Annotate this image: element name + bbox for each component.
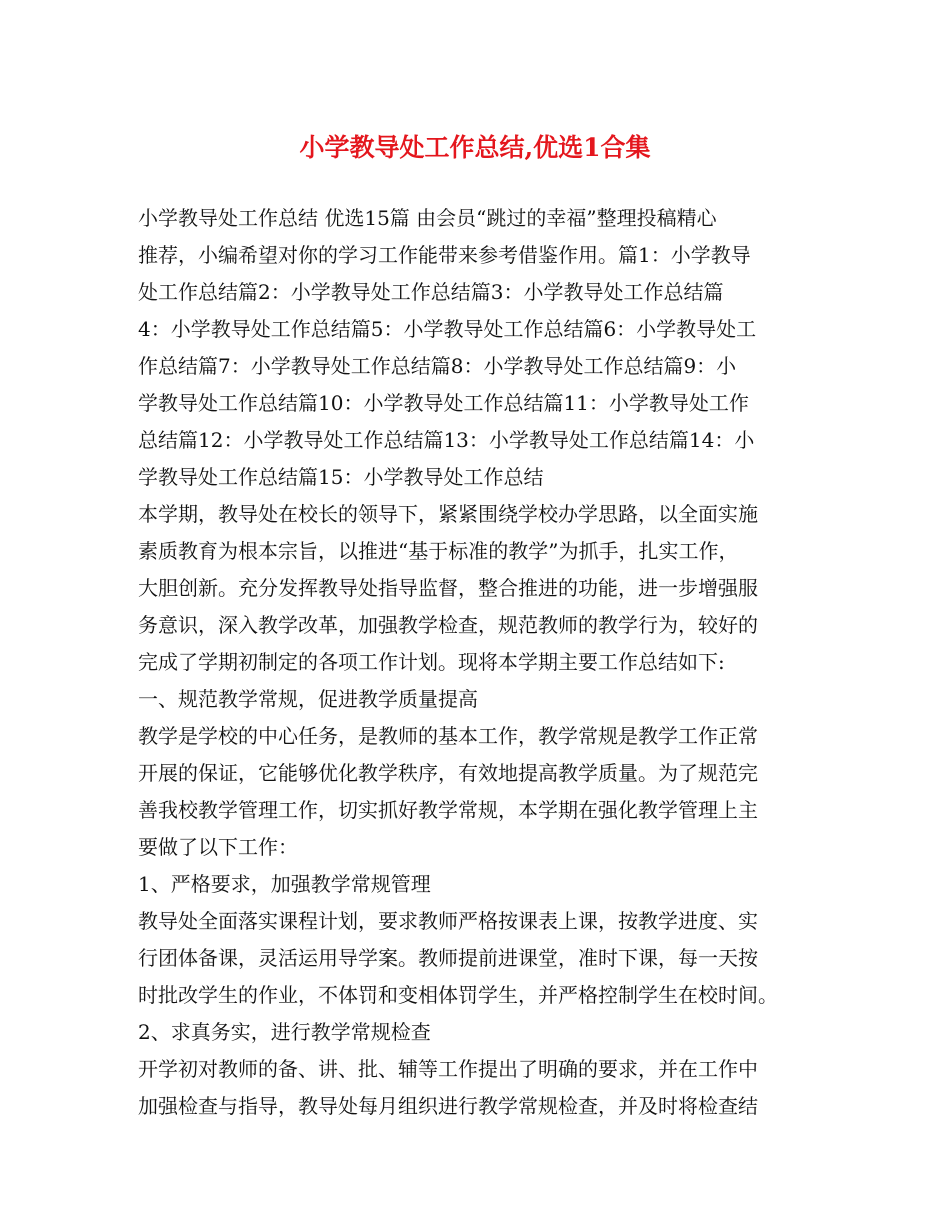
text-line: 开学初对教师的备、讲、批、辅等工作提出了明确的要求，并在工作中 — [138, 1057, 758, 1081]
paragraph — [138, 1051, 818, 1125]
text-line: 2、求真务实，进行教学常规检查 — [138, 1020, 431, 1044]
text-line: 行团体备课，灵活运用导学案。教师提前进课堂，准时下课，每一天按 — [138, 946, 758, 970]
text-line: 开展的保证，它能够优化教学秩序，有效地提高教学质量。为了规范完 — [138, 761, 758, 785]
paragraph — [138, 1014, 818, 1051]
text-line: 教导处全面落实课程计划，要求教师严格按课表上课，按教学进度、实 — [138, 909, 758, 933]
text-line: 1、严格要求，加强教学常规管理 — [138, 872, 431, 896]
paragraph — [138, 681, 818, 718]
paragraph — [138, 200, 818, 496]
text-line: 作总结篇7：小学教导处工作总结篇8：小学教导处工作总结篇9：小 — [138, 354, 737, 378]
text-line: 完成了学期初制定的各项工作计划。现将本学期主要工作总结如下: — [138, 650, 725, 674]
paragraph — [138, 866, 818, 903]
text-line: 学教导处工作总结篇10：小学教导处工作总结篇11：小学教导处工作 — [138, 391, 749, 415]
text-line: 大胆创新。充分发挥教导处指导监督，整合推进的功能，进一步增强服 — [138, 576, 758, 600]
text-line: 时批改学生的作业，不体罚和变相体罚学生，并严格控制学生在校时间。 — [138, 983, 778, 1007]
text-line: 4：小学教导处工作总结篇5：小学教导处工作总结篇6：小学教导处工 — [138, 317, 757, 341]
text-line: 学教导处工作总结篇15：小学教导处工作总结 — [138, 465, 544, 489]
text-line: 推荐，小编希望对你的学习工作能带来参考借鉴作用。篇1：小学教导 — [138, 243, 751, 267]
text-line: 小学教导处工作总结 优选15篇 由会员“跳过的幸福”整理投稿精心 — [138, 206, 717, 230]
paragraph — [138, 903, 818, 1014]
text-line: 处工作总结篇2：小学教导处工作总结篇3：小学教导处工作总结篇 — [138, 280, 724, 304]
text-line: 总结篇12：小学教导处工作总结篇13：小学教导处工作总结篇14：小 — [138, 428, 755, 452]
text-line: 务意识，深入教学改革，加强教学检查，规范教师的教学行为，较好的 — [138, 613, 758, 637]
text-line: 素质教育为根本宗旨，以推进“基于标准的教学”为抓手，扎实工作， — [138, 539, 739, 563]
paragraph — [138, 718, 818, 866]
text-line: 加强检查与指导，教导处每月组织进行教学常规检查，并及时将检查结 — [138, 1094, 758, 1118]
document-title: 小学教导处工作总结,优选1合集 — [299, 133, 651, 162]
text-line: 善我校教学管理工作，切实抓好教学常规，本学期在强化教学管理上主 — [138, 798, 758, 822]
paragraph — [138, 496, 818, 681]
document-body — [138, 200, 818, 1125]
text-line: 一、规范教学常规，促进教学质量提高 — [138, 687, 478, 711]
text-line: 本学期，教导处在校长的领导下，紧紧围绕学校办学思路，以全面实施 — [138, 502, 758, 526]
text-line: 教学是学校的中心任务，是教师的基本工作，教学常规是教学工作正常 — [138, 724, 758, 748]
text-line: 要做了以下工作： — [138, 835, 298, 859]
